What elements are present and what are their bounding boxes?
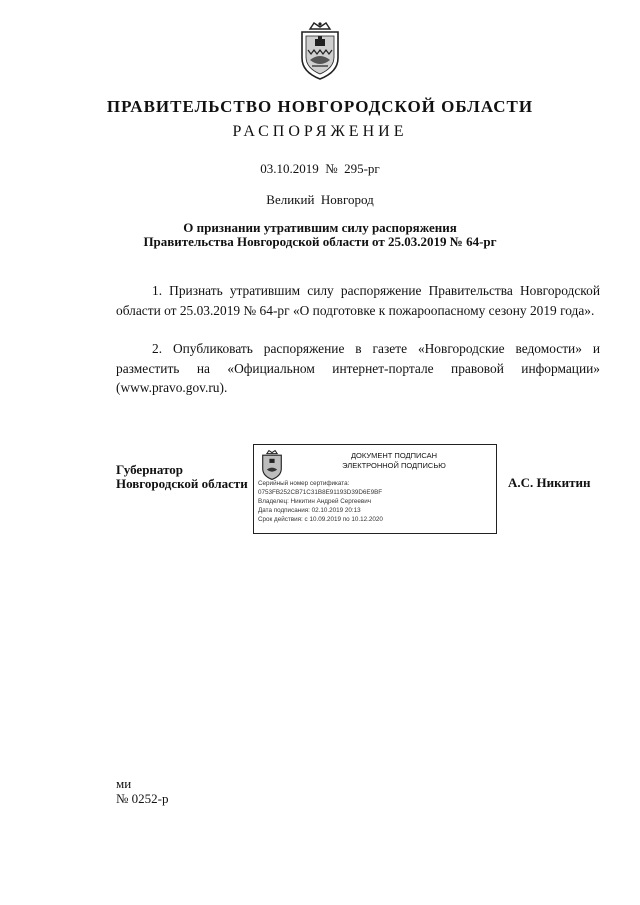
coat-of-arms-icon — [296, 20, 344, 82]
paragraph-1 — [116, 281, 600, 320]
document-title — [0, 221, 640, 249]
paragraph-2-text: 2. Опубликовать распоряжение в газете «Новгородские ведомости» и разместить на «Официальном интернет-портале правовой информации» (www.pravo.gov.ru). — [116, 341, 600, 395]
title-line-2: Правительства Новгородской области от 25.03.2019 № 64-рг — [143, 234, 497, 249]
stamp-heading — [294, 451, 494, 471]
electronic-signature-stamp — [253, 444, 497, 534]
cert-owner: Владелец: Никитин Андрей Сергеевич — [258, 498, 372, 505]
coat-of-arms-icon — [259, 449, 285, 481]
footer — [116, 776, 168, 806]
stamp-details — [258, 479, 494, 524]
registration-number: № 0252-р — [116, 791, 169, 806]
city: Великий Новгород — [266, 192, 374, 207]
role-line-1: Губернатор — [116, 462, 184, 477]
date-and-number: 03.10.2019 № 295-рг — [260, 161, 380, 176]
title-line-1: О признании утратившим силу распоряжения — [183, 220, 457, 235]
paragraph-1-text: 1. Признать утратившим силу распоряжение Правительства Новгородской области от 25.03.2019 № 64-рг «О подготовке к пожароопасному сезону 2019 года». — [116, 283, 600, 318]
cert-label: Серийный номер сертификата: — [258, 480, 350, 487]
role-line-2: Новгородской области — [116, 476, 248, 491]
executor-initials: ми — [116, 776, 132, 791]
cert-validity: Срок действия: с 10.09.2019 по 10.12.2020 — [258, 516, 383, 523]
signer-name: А.С. Никитин — [508, 475, 591, 490]
stamp-heading-line-2: ЭЛЕКТРОННОЙ ПОДПИСЬЮ — [342, 461, 446, 470]
document-type: РАСПОРЯЖЕНИЕ — [232, 123, 408, 140]
organization-name: ПРАВИТЕЛЬСТВО НОВГОРОДСКОЙ ОБЛАСТИ — [106, 97, 534, 116]
paragraph-2 — [116, 339, 600, 398]
stamp-heading-line-1: ДОКУМЕНТ ПОДПИСАН — [350, 451, 438, 460]
signatory-role — [116, 463, 248, 491]
signing-date: Дата подписания: 02.10.2019 20:13 — [258, 507, 361, 514]
cert-number: 0753FB252CB71C31B8E91193D39D6E9BF — [258, 489, 383, 496]
